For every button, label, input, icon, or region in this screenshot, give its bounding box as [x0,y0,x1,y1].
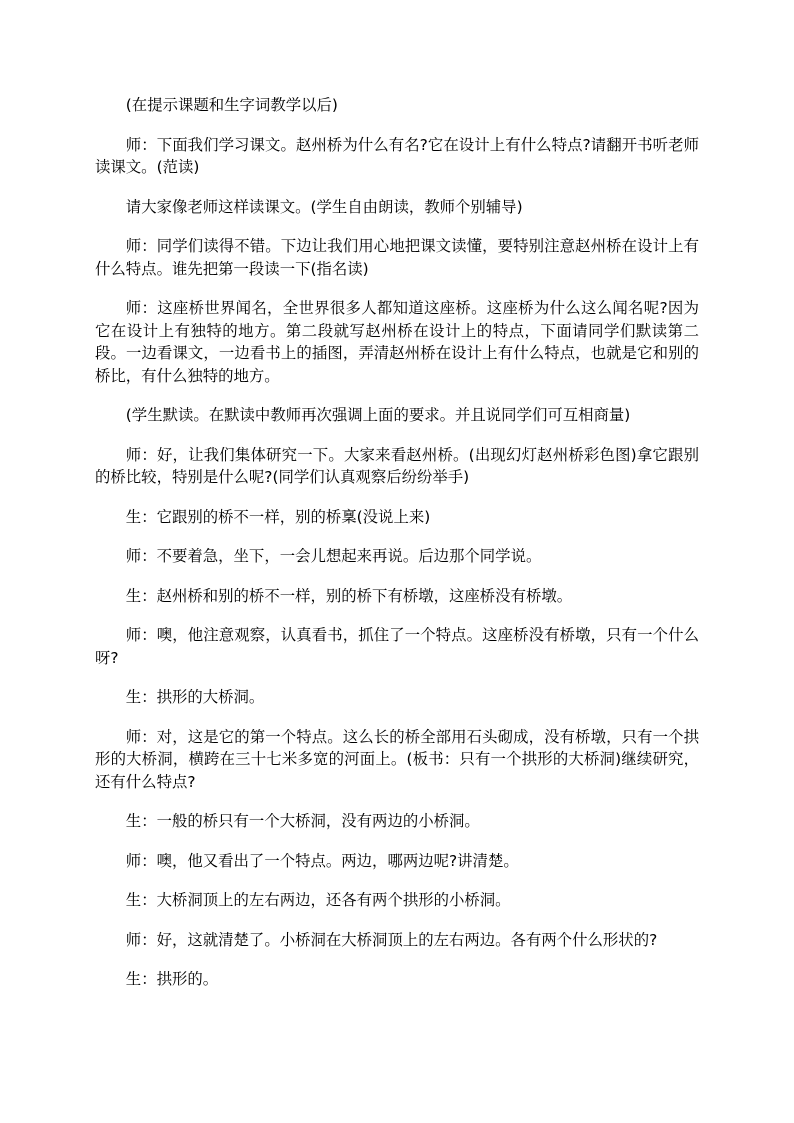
paragraph-teacher-7: 师：噢，他注意观察，认真看书，抓住了一个特点。这座桥没有桥墩，只有一个什么呀? [95,626,699,667]
paragraph-student-1: 生：它跟别的桥不一样，别的桥稟(没说上来) [125,507,431,526]
paragraph-teacher-3: 师：同学们读得不错。下边让我们用心地把课文读懂，要特别注意赵州桥在设计上有什么特点。谁先把第一段读一下(指名读) [95,237,699,278]
paragraph-teacher-8: 师：对，这是它的第一个特点。这么长的桥全部用石头砌成，没有桥墩，只有一个拱形的大桥洞，横跨在三十七米多宽的河面上。(板书：只有一个拱形的大桥洞)继续研究，还有什么特点? [95,727,699,791]
paragraph-teacher-1: 师：下面我们学习课文。赵州桥为什么有名?它在设计上有什么特点?请翻开书听老师读课文。(范读) [95,135,699,176]
paragraph-student-6: 生：拱形的。 [125,970,219,988]
paragraph-teacher-4: 师：这座桥世界闻名，全世界很多人都知道这座桥。这座桥为什么这么闻名呢?因为它在设计上有独特的地方。第二段就写赵州桥在设计上的特点，下面请同学们默读第二段。一边看课文，一边看书上的插图，弄清赵州桥在设计上有什么特点，也就是它和别的桥比，有什么独特的地方。 [95,299,699,385]
paragraph-teacher-9: 师：噢，他又看出了一个特点。两边，哪两边呢?讲清楚。 [125,851,519,870]
paragraph-student-5: 生：大桥洞顶上的左右两边，还各有两个拱形的小桥洞。 [125,891,511,909]
paragraph-student-2: 生：赵州桥和别的桥不一样，别的桥下有桥墩，这座桥没有桥墩。 [125,586,573,605]
paragraph-student-3: 生：拱形的大桥洞。 [125,688,265,706]
paragraph-silent-reading-note: (学生默读。在默读中教师再次强调上面的要求。并且说同学们可互相商量) [125,406,631,424]
paragraph-intro-note: (在提示课题和生字词教学以后) [125,96,338,114]
paragraph-teacher-5: 师：好，让我们集体研究一下。大家来看赵州桥。(出现幻灯赵州桥彩色图)拿它跟别的桥比较，特别是什么呢?(同学们认真观察后纷纷举手) [95,445,699,486]
paragraph-student-4: 生：一般的桥只有一个大桥洞，没有两边的小桥洞。 [125,812,480,830]
paragraph-teacher-10: 师：好，这就清楚了。小桥洞在大桥洞顶上的左右两边。各有两个什么形状的? [125,930,658,949]
paragraph-teacher-6: 师：不要着急，坐下，一会儿想起来再说。后边那个同学说。 [125,547,542,565]
paragraph-teacher-2: 请大家像老师这样读课文。(学生自由朗读，教师个别辅导) [125,197,523,216]
document-body [95,94,699,1008]
